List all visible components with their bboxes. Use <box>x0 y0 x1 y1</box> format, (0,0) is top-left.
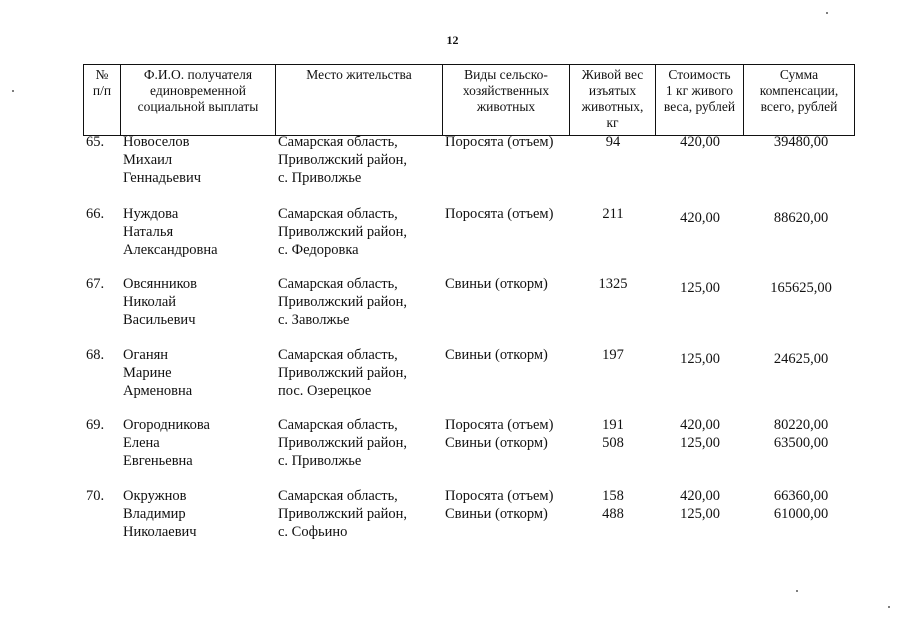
recipient-name-line: Елена <box>123 435 160 451</box>
recipient-name <box>123 416 210 470</box>
recipient-name-line: Николай <box>123 294 177 310</box>
residence-line: Самарская область, <box>278 206 398 222</box>
recipient-name-line: Нуждова <box>123 206 179 222</box>
compensation-sum-line: 66360,00 <box>773 488 829 504</box>
animal-kind-line: Свиньи (откорм) <box>445 435 548 451</box>
live-weight <box>572 205 654 223</box>
row-number <box>83 275 120 293</box>
live-weight-line: 211 <box>602 206 624 222</box>
recipient-name <box>123 346 192 400</box>
price-per-kg-line: 420,00 <box>680 210 720 226</box>
animal-kind <box>445 416 553 452</box>
scan-speck <box>796 590 798 592</box>
residence-line: Самарская область, <box>278 134 398 150</box>
scan-speck <box>888 606 890 608</box>
residence <box>278 416 407 470</box>
residence-line: Приволжский район, <box>278 224 407 240</box>
recipient-name <box>123 275 197 329</box>
compensation-sum-line: 61000,00 <box>773 506 829 522</box>
recipient-name-line: Оганян <box>123 347 169 363</box>
animal-kind <box>445 205 553 223</box>
row-number-line: 66. <box>86 206 105 222</box>
table-row <box>83 416 856 486</box>
compensation-sum <box>746 205 856 227</box>
animal-kind-line: Поросята (отъем) <box>445 206 554 222</box>
price-per-kg <box>658 275 742 297</box>
row-number <box>83 133 120 151</box>
residence-line: с. Приволжье <box>278 170 362 186</box>
scan-speck <box>12 90 14 92</box>
price-per-kg <box>658 205 742 227</box>
table-row <box>83 275 856 345</box>
header-kind: Виды сельско- хозяйственных животных <box>443 65 570 136</box>
residence-line: с. Федоровка <box>278 242 359 258</box>
header-price: Стоимость 1 кг живого веса, рублей <box>656 65 744 136</box>
recipient-name-line: Геннадьевич <box>123 170 201 186</box>
animal-kind-line: Поросята (отъем) <box>445 134 554 150</box>
residence-line: Приволжский район, <box>278 152 407 168</box>
recipient-name-line: Арменовна <box>123 383 193 399</box>
live-weight <box>572 275 654 293</box>
price-per-kg <box>658 133 742 151</box>
recipient-name-line: Наталья <box>123 224 174 240</box>
price-per-kg-line: 420,00 <box>680 488 720 504</box>
compensation-sum-line: 165625,00 <box>770 280 832 296</box>
row-number-line: 70. <box>86 488 105 504</box>
residence-line: Самарская область, <box>278 417 398 433</box>
residence-line: Приволжский район, <box>278 435 407 451</box>
live-weight <box>572 346 654 364</box>
recipient-name-line: Евгеньевна <box>123 453 193 469</box>
recipient-name <box>123 133 201 187</box>
row-number-line: 68. <box>86 347 105 363</box>
compensation-sum-line: 63500,00 <box>773 435 829 451</box>
header-name: Ф.И.О. получателя единовременной социальной выплаты <box>121 65 276 136</box>
residence <box>278 275 407 329</box>
table-row <box>83 346 856 416</box>
price-per-kg-line: 420,00 <box>680 134 720 150</box>
live-weight-line: 488 <box>602 506 624 522</box>
animal-kind-line: Свиньи (откорм) <box>445 276 548 292</box>
recipient-name-line: Васильевич <box>123 312 196 328</box>
animal-kind-line: Свиньи (откорм) <box>445 347 548 363</box>
compensation-sum <box>746 416 856 452</box>
price-per-kg <box>658 416 742 452</box>
price-per-kg-line: 420,00 <box>680 417 720 433</box>
animal-kind-line: Свиньи (откорм) <box>445 506 548 522</box>
live-weight-line: 197 <box>602 347 624 363</box>
header-row <box>84 65 855 136</box>
residence-line: Приволжский район, <box>278 506 407 522</box>
page-number: 12 <box>446 33 459 47</box>
animal-kind <box>445 133 553 151</box>
price-per-kg-line: 125,00 <box>680 280 720 296</box>
live-weight-line: 1325 <box>598 276 628 292</box>
header-weight: Живой вес изъятых животных, кг <box>570 65 656 136</box>
recipient-name-line: Александровна <box>123 242 218 258</box>
row-number-line: 69. <box>86 417 105 433</box>
table-row <box>83 205 856 275</box>
animal-kind <box>445 487 553 523</box>
compensation-sum-line: 88620,00 <box>773 210 829 226</box>
recipient-name-line: Михаил <box>123 152 173 168</box>
price-per-kg <box>658 487 742 523</box>
residence-line: с. Заволжье <box>278 312 350 328</box>
header-place: Место жительства <box>276 65 443 136</box>
animal-kind-line: Поросята (отъем) <box>445 488 554 504</box>
compensation-sum <box>746 487 856 523</box>
recipient-name-line: Новоселов <box>123 134 190 150</box>
recipient-name-line: Огородникова <box>123 417 210 433</box>
price-per-kg-line: 125,00 <box>680 435 720 451</box>
live-weight-line: 191 <box>602 417 624 433</box>
recipient-name-line: Николаевич <box>123 524 197 540</box>
table-header <box>83 64 855 136</box>
row-number <box>83 487 120 505</box>
animal-kind-line: Поросята (отъем) <box>445 417 554 433</box>
residence <box>278 346 407 400</box>
header-sum: Сумма компенсации, всего, рублей <box>744 65 855 136</box>
residence <box>278 487 407 541</box>
table-row <box>83 133 856 203</box>
table-row <box>83 487 856 557</box>
recipient-name-line: Владимир <box>123 506 186 522</box>
residence-line: пос. Озерецкое <box>278 383 372 399</box>
live-weight <box>572 487 654 523</box>
header-num: № п/п <box>84 65 121 136</box>
compensation-sum-line: 80220,00 <box>773 417 829 433</box>
recipient-name-line: Марине <box>123 365 172 381</box>
residence-line: Приволжский район, <box>278 365 407 381</box>
recipient-name <box>123 205 218 259</box>
price-per-kg-line: 125,00 <box>680 506 720 522</box>
residence-line: Самарская область, <box>278 276 398 292</box>
residence-line: Приволжский район, <box>278 294 407 310</box>
residence-line: Самарская область, <box>278 488 398 504</box>
live-weight-line: 508 <box>602 435 624 451</box>
row-number <box>83 346 120 364</box>
recipient-name <box>123 487 197 541</box>
price-per-kg <box>658 346 742 368</box>
compensation-sum-line: 39480,00 <box>773 134 829 150</box>
compensation-sum-line: 24625,00 <box>773 351 829 367</box>
live-weight <box>572 133 654 151</box>
row-number <box>83 205 120 223</box>
row-number-line: 65. <box>86 134 105 150</box>
row-number-line: 67. <box>86 276 105 292</box>
live-weight-line: 94 <box>605 134 621 150</box>
compensation-sum <box>746 133 856 151</box>
compensation-sum <box>746 346 856 368</box>
residence-line: с. Софьино <box>278 524 348 540</box>
recipient-name-line: Овсянников <box>123 276 198 292</box>
row-number <box>83 416 120 434</box>
residence <box>278 133 407 187</box>
animal-kind <box>445 275 548 293</box>
scan-speck <box>826 12 828 14</box>
price-per-kg-line: 125,00 <box>680 351 720 367</box>
residence-line: с. Приволжье <box>278 453 362 469</box>
residence-line: Самарская область, <box>278 347 398 363</box>
residence <box>278 205 407 259</box>
compensation-sum <box>746 275 856 297</box>
live-weight-line: 158 <box>602 488 624 504</box>
live-weight <box>572 416 654 452</box>
recipient-name-line: Окружнов <box>123 488 187 504</box>
animal-kind <box>445 346 548 364</box>
